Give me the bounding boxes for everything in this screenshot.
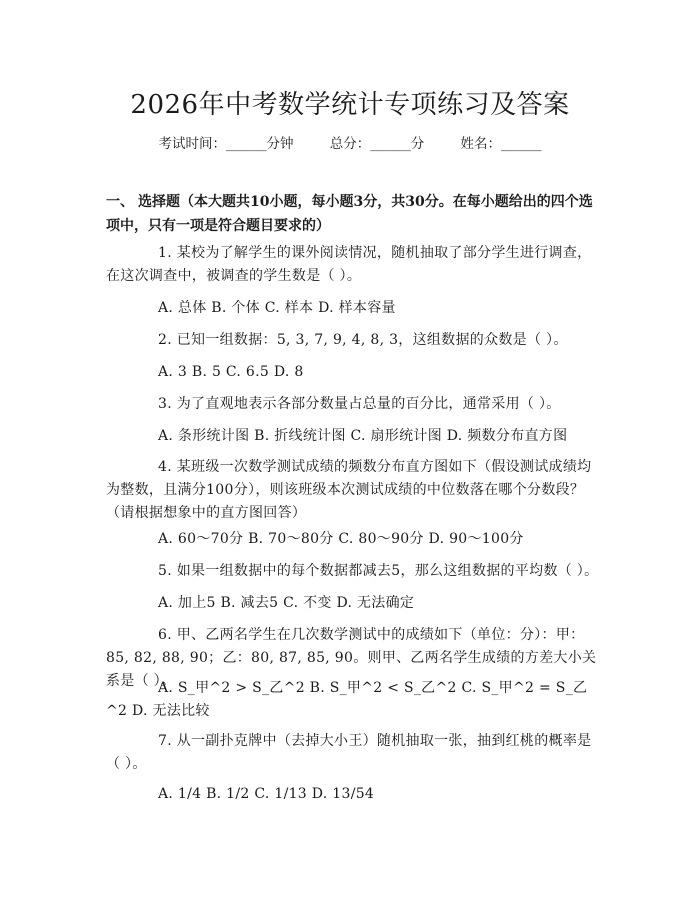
exam-time-field: 考试时间：______分钟 <box>158 136 294 152</box>
question-text: 如果一组数据中的每个数据都减去5，那么这组数据的平均数（ ）。 <box>176 563 599 579</box>
question-2 <box>106 329 600 352</box>
question-4-options: A. 60～70分 B. 70～80分 C. 80～90分 D. 90～100分 <box>158 531 524 547</box>
question-4 <box>106 456 600 525</box>
question-3 <box>106 393 600 416</box>
section-heading <box>106 190 600 238</box>
question-text: 某校为了解学生的课外阅读情况，随机抽取了部分学生进行调查，在这次调查中，被调查的学生数是（ ）。 <box>106 245 592 284</box>
question-text: 甲、乙两名学生在几次数学测试中的成绩如下（单位：分）：甲：85, 82, 88, 90；乙：80, 87, 85, 90。则甲、乙两名学生成绩的方差大小关系是（ ）。 <box>106 627 597 689</box>
exam-meta <box>0 132 700 152</box>
student-name-field: 姓名：______ <box>460 136 542 152</box>
question-3-options: A. 条形统计图 B. 折线统计图 C. 扇形统计图 D. 频数分布直方图 <box>158 428 568 444</box>
question-number: 2. <box>158 332 172 348</box>
question-text: 从一副扑克牌中（去掉大小王）随机抽取一张，抽到红桃的概率是（ ）。 <box>106 733 592 772</box>
question-number: 6. <box>158 627 172 643</box>
total-score-field: 总分：______分 <box>329 136 425 152</box>
question-5 <box>106 560 600 583</box>
question-number: 1. <box>158 245 172 261</box>
question-7 <box>106 730 600 776</box>
question-1 <box>106 242 600 288</box>
question-text: 为了直观地表示各部分数量占总量的百分比，通常采用（ ）。 <box>176 396 561 412</box>
question-7-options: A. 1/4 B. 1/2 C. 1/13 D. 13/54 <box>158 786 375 802</box>
page-title: 2026年中考数学统计专项练习及答案 <box>130 90 570 120</box>
section-instructions: 选择题（本大题共10小题，每小题3分，共30分。在每小题给出的四个选项中，只有一项是符合题目要求的） <box>106 194 593 234</box>
question-number: 4. <box>158 459 172 475</box>
section-number: 一、 <box>106 194 134 210</box>
question-5-options: A. 加上5 B. 减去5 C. 不变 D. 无法确定 <box>158 595 415 611</box>
question-2-options: A. 3 B. 5 C. 6.5 D. 8 <box>158 364 304 380</box>
question-1-options: A. 总体 B. 个体 C. 样本 D. 样本容量 <box>158 300 396 316</box>
question-number: 7. <box>158 733 172 749</box>
question-number: 3. <box>158 396 172 412</box>
question-text: 已知一组数据：5, 3, 7, 9, 4, 8, 3，这组数据的众数是（ ）。 <box>176 332 568 348</box>
question-number: 5. <box>158 563 172 579</box>
question-text: 某班级一次数学测试成绩的频数分布直方图如下（假设测试成绩均为整数，且满分100分），则该班级本次测试成绩的中位数落在哪个分数段？（请根据想象中的直方图回答） <box>106 459 592 521</box>
question-6-options: A. S_甲^2 > S_乙^2 B. S_甲^2 < S_乙^2 C. S_甲^2 = S_乙^2 D. 无法比较 <box>106 680 588 719</box>
